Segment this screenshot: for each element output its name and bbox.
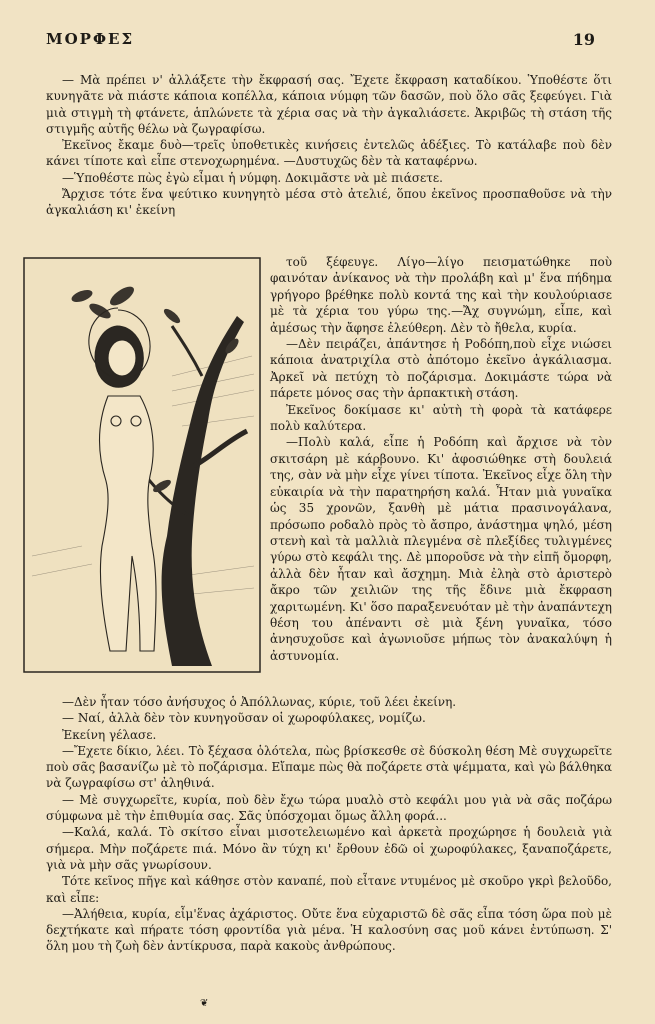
paragraph: —Καλά, καλά. Τὸ σκίτσο εἶναι μισοτελειωμένο καὶ ἀρκετὰ προχώρησε ἡ δουλειὰ γιὰ σήμερα. Μὴν ποζάρετε πιά. Μόνο ἂν τύχη κι' ἔρθουν ἐδῶ οἱ χωροφύλακες, ξαναποζάρετε, γιὰ νὰ μὴν σᾶς γνωρίσουν. bbox=[46, 825, 612, 872]
paragraph: — Μὰ πρέπει ν' ἀλλάξετε τὴν ἔκφρασή σας. Ἔχετε ἔκφραση καταδίκου. Ὑποθέστε ὅτι κυνηγᾶτε νὰ πιάστε κάποια κοπέλλα, κάποια νύμφη τῶν δασῶν, ποὺ ὅλο σᾶς ξεφεύγει. Γιὰ μιὰ στιγμὴ τὴ φτάνετε, ἁπλώνετε τὰ χέρια σας νὰ τὴν ἀγκαλιάσετε. Ἀκριβῶς τὴ στάση τῆς στιγμῆς αὐτῆς θέλω νὰ ζωγραφίσω. bbox=[46, 73, 612, 136]
top-text-block bbox=[46, 72, 612, 219]
paragraph: —Ὑποθέστε πὼς ἐγὼ εἶμαι ἡ νύμφη. Δοκιμᾶστε νὰ μὲ πιάσετε. bbox=[62, 170, 443, 185]
column-text-block bbox=[270, 254, 612, 664]
paragraph: — Ναί, ἀλλὰ δὲν τὸν κυνηγοῦσαν οἱ χωροφύλακες, νομίζω. bbox=[62, 711, 426, 726]
paragraph: Ἐκεῖνος δοκίμασε κι' αὐτὴ τὴ φορὰ τὰ κατάφερε πολὺ καλύτερα. bbox=[270, 402, 612, 434]
paragraph: Ἐκεῖνος ἔκαμε δυὸ—τρεῖς ὑποθετικὲς κινήσεις ἐντελῶς ἀδέξιες. Τὸ κατάλαβε ποὺ δὲν κάνει τίποτε καὶ εἶπε στενοχωρημένα. —Δυστυχῶς δὲν τὰ καταφέρνω. bbox=[46, 138, 612, 169]
paragraph: —Δὲν ἦταν τόσο ἀνήσυχος ὁ Ἀπόλλωνας, κύριε, τοῦ λέει ἐκείνη. bbox=[62, 695, 457, 709]
paragraph: —Πολὺ καλά, εἶπε ἡ Ροδόπη καὶ ἄρχισε νὰ τὸν σκιτσάρη μὲ κάρβουνο. Κι' ἀφοσιώθηκε στὴ δουλειά της, σὰν νὰ μὴν εἶχε γίνει τίποτα. Ἐκεῖνος εἶχε ὅλη τὴν εὐκαιρία νὰ τὴν παρατηρήση καλά. Ἦταν μιὰ γυναῖκα ὡς 35 χρονῶν, ξανθὴ μὲ μάτια πρασινογάλανα, πρόσωπο ροδαλὸ πρὸς τὸ ἄσπρο, ἀνάστημα ψηλό, μέση στενὴ καὶ τὰ μαλλιὰ πλεγμένα σὲ πλεξίδες τυλιγμένες γύρω στὸ κεφάλι της. Δὲ μποροῦσε νὰ τὴν εἰπῆ ὄμορφη, ἀλλὰ δὲν ἦταν καὶ ἄσχημη. Μιὰ ἐληὰ στὸ ἀριστερὸ ἄκρο τῶν χειλιῶν της τῆς ἔδινε μιὰ ἔκφραση χαριτωμένη. Κι' ὅσο παραξενευόταν μὲ τὴν ἀναπάντεχη θέση του ἀπέναντι σὲ μιὰ ξένη γυναῖκα, τόσο ἀνησυχοῦσε καὶ ἀγωνιοῦσε μήπως τὸν ἀνακαλύψη ἡ ἀστυνομία. bbox=[270, 435, 612, 663]
nymph-tree-illustration bbox=[22, 256, 262, 674]
page-number: 19 bbox=[572, 30, 595, 49]
paragraph: — Μὲ συγχωρεῖτε, κυρία, ποὺ δὲν ἔχω τώρα μυαλὸ στὸ κεφάλι μου γιὰ νὰ σᾶς ποζάρω σύμφωνα μὲ τὴν ἐπιθυμία σας. Σᾶς ὑπόσχομαι ὅμως ἄλλη φορά... bbox=[46, 792, 612, 824]
paragraph: Τότε κεῖνος πῆγε καὶ κάθησε στὸν καναπέ, ποὺ εἶτανε ντυμένος μὲ σκοῦρο γκρὶ βελοῦδο, καὶ εἶπε: bbox=[46, 874, 612, 905]
paragraph: Ἐκείνη γέλασε. bbox=[62, 727, 157, 742]
paragraph: τοῦ ξέφευγε. Λίγο—λίγο πεισματώθηκε ποὺ φαινόταν ἀνίκανος νὰ τὴν προλάβη καὶ μ' ἕνα πήδημα γρήγορο βρέθηκε πολὺ κοντά της καὶ τὴν κουλούριασε μὲ τὰ χέρια του γύρω της.—Ἄχ συγνώμη, εἶπε, καὶ ἀμέσως τὴν ἄφησε ἐλεύθερη. Δὲν τὸ ἤθελα, κυρία. bbox=[270, 255, 612, 335]
bottom-text-block bbox=[46, 694, 612, 955]
illustration-drawing bbox=[22, 256, 262, 674]
paragraph: —Ἀλήθεια, κυρία, εἶμ'ἕνας ἀχάριστος. Οὔτε ἕνα εὐχαριστῶ δὲ σᾶς εἶπα τόση ὥρα ποὺ μὲ δεχτήκατε καὶ πήρατε τόση φροντίδα γιὰ μένα. Ἡ καλοσύνη σας μοῦ κάνει ἐντύπωση. Σ' ὅλη μου τὴ ζωὴ δὲν ἀντίκρυσα, παρὰ κακοὺς ἀνθρώπους. bbox=[46, 906, 612, 954]
paragraph: —Ἔχετε δίκιο, λέει. Τὸ ξέχασα ὁλότελα, πὼς βρίσκεσθε σὲ δύσκολη θέση Μὲ συγχωρεῖτε ποὺ σᾶς βασανίζω μὲ τὸ ποζάρισμα. Εἴπαμε πὼς θὰ ποζάρετε στὰ ψέμματα, καὶ γὼ βάλθηκα νὰ ζωγραφίσω στ' ἀληθινά. bbox=[46, 743, 612, 791]
ornament-icon: ❦ bbox=[200, 998, 209, 1009]
running-title: ΜΟΡΦΕΣ bbox=[46, 30, 135, 48]
paragraph: —Δὲν πειράζει, ἀπάντησε ἡ Ροδόπη,ποὺ εἶχε νιώσει κάποια ἀνατριχίλα στὸ ἀπότομο ἐκεῖνο ἀγκάλιασμα. Ἀρκεῖ νὰ πετύχη τὸ ποζάρισμα. Δοκιμάστε τώρα νὰ πάρετε μόνος σας τὴν ἁρπακτικὴ στάση. bbox=[270, 337, 612, 401]
paragraph: Ἄρχισε τότε ἕνα ψεύτικο κυνηγητὸ μέσα στὸ ἀτελιέ, ὅπου ἐκεῖνος προσπαθοῦσε νὰ τὴν ἀγκαλιάση κι' ἐκείνη bbox=[46, 187, 612, 218]
